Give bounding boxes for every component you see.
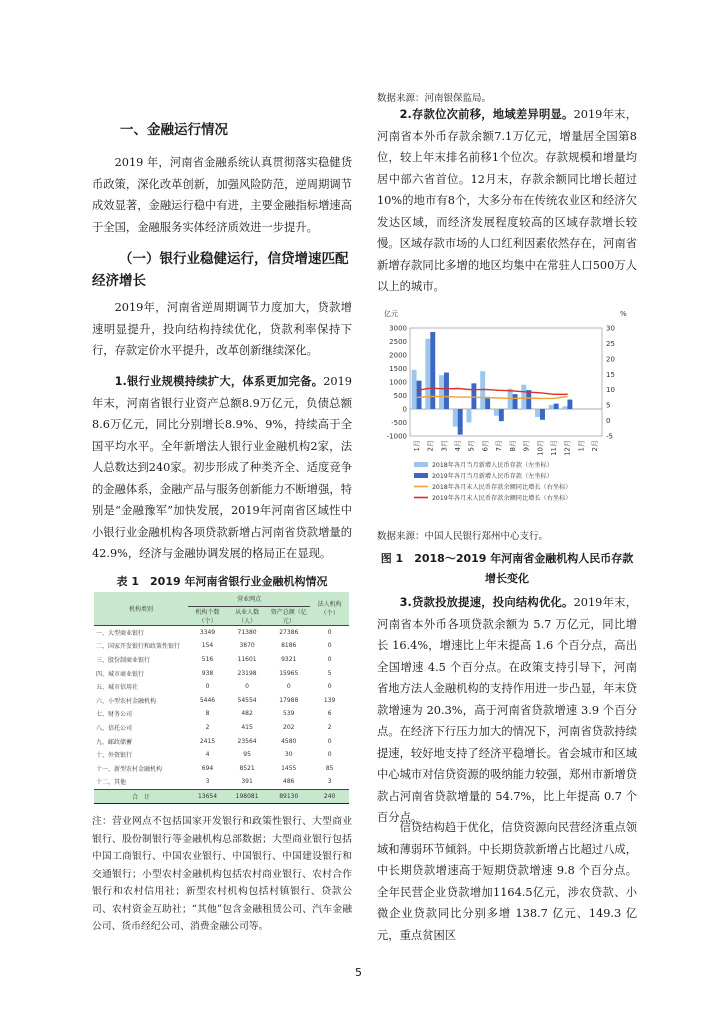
table-row (94, 694, 349, 708)
left-unit-label: 亿元 (384, 310, 398, 318)
cell-count: 8 (205, 710, 210, 718)
x-tick-label: 7月 (495, 440, 504, 452)
bar-2019 (430, 332, 435, 409)
point-2-body: 2019年末，河南省本外币存款余额7.1万亿元，增量居全国第8位，较上年末排名前移1个位次。存款规模和增量均居中部六省首位。12月末，存款余额同比增长超过10%的地市有8个，大多分布在传统农业区和经济欠发达区域，而经济发展程度较高的区域存款增长较慢。区域存款市场的人口红利因素依然存在，河南省新增存款同比多增的地区均集中在常驻人口500万人以上的城市。 (377, 108, 637, 293)
y-right-tick: 5 (606, 401, 611, 410)
page-number: 5 (355, 966, 362, 979)
cell-name: 五、城市信用社 (96, 684, 139, 692)
point-3-title: 3.贷款投放提速，投向结构优化。 (399, 596, 574, 609)
cell-assets: 202 (283, 724, 295, 732)
table-row (94, 625, 349, 639)
y-left-tick: 500 (393, 392, 407, 400)
cell-staff: 3870 (239, 642, 255, 650)
y-right-tick: 25 (606, 339, 615, 348)
bar-2019 (513, 394, 518, 409)
total-staff: 198081 (227, 789, 267, 804)
y-right-tick: -5 (606, 432, 613, 441)
x-tick-label: 6月 (481, 440, 490, 452)
x-tick-label: 1月 (577, 440, 586, 452)
cell-name: 一、大型商业银行 (96, 629, 145, 637)
cell-legal: 3 (327, 778, 332, 786)
table-row (94, 680, 349, 694)
cell-staff: 391 (241, 778, 253, 786)
bar-2018 (535, 409, 540, 417)
section-heading: 一、金融运行情况 (120, 122, 228, 138)
legend-label: 2019年各月当月新增人民币存款（左坐标） (432, 473, 553, 480)
y-right-tick: 20 (606, 355, 615, 364)
cell-legal: 5 (327, 669, 332, 677)
cell-count: 2415 (199, 737, 216, 745)
cell-count: 3349 (199, 628, 216, 636)
total-legal: 240 (310, 789, 349, 804)
x-tick-label: 11月 (550, 440, 558, 456)
bar-2019 (567, 400, 572, 409)
cell-count: 154 (201, 642, 214, 650)
table-row (94, 734, 349, 748)
y-left-tick: 2000 (389, 351, 407, 360)
cell-name: 七、财务公司 (96, 711, 133, 719)
col-assets: 资产总额（亿元） (267, 606, 310, 625)
source-top: 数据来源：河南银保监局。 (377, 93, 492, 104)
table-row (94, 707, 349, 721)
table-row (94, 721, 349, 735)
cell-count: 694 (201, 764, 214, 772)
legend-swatch (414, 473, 428, 478)
cell-name: 九、邮政储蓄 (96, 738, 133, 746)
bar-2018 (549, 405, 554, 409)
y-right-tick: 10 (606, 386, 615, 395)
cell-staff: 11601 (237, 656, 257, 664)
cell-staff: 415 (241, 724, 253, 732)
cell-count: 4 (205, 751, 210, 759)
cell-count: 3 (205, 778, 210, 786)
cell-legal: 0 (327, 683, 332, 691)
point-2-title: 2.存款位次前移，地域差异明显。 (399, 108, 574, 121)
cell-assets: 1455 (281, 764, 297, 772)
bar-2019 (417, 381, 422, 409)
cell-legal: 0 (327, 656, 332, 664)
table-row (94, 748, 349, 762)
cell-staff: 23564 (237, 737, 257, 745)
bar-2019 (499, 409, 504, 421)
x-tick-label: 12月 (563, 440, 572, 456)
intro-paragraph: 2019 年，河南省金融系统认真贯彻落实稳健货币政策，深化改革创新，加强风险防范，逆周期调节成效显著，金融运行稳中有进，主要金融指标增速高于全国，金融服务实体经济质效进一步提升。 (92, 156, 352, 234)
group-header: 营业网点 (188, 592, 310, 606)
last-paragraph: 信贷结构趋于优化，信贷资源向民营经济重点领域和薄弱环节倾斜。中长期贷款新增占比超过八成，中长期贷款增速高于短期贷款增速 9.8 个百分点。全年民营企业贷款增加1164.5亿元，涉农贷款、小微企业贷款同比分别多增 138.7 亿元、149.3 亿元，重点贫困区 (377, 821, 637, 942)
cell-assets: 27386 (279, 628, 299, 636)
y-left-tick: 1500 (389, 365, 407, 373)
y-left-tick: 0 (402, 405, 407, 414)
paragraph-2: 2019年，河南省逆周期调节力度加大，贷款增速明显提升，投向结构持续优化，贷款利率保持下行，存款定价水平提升，改革创新继续深化。 (92, 301, 352, 357)
point-3-body: 2019年末，河南省本外币各项贷款余额为 5.7 万亿元，同比增长 16.4%，增速比上年末提高 1.6 个百分点，高出全国增速 4.5 个百分点。在政策支持引导下，河南省地方法人金融机构的支持作用进一步凸显，年末贷款增速为 20.3%，高于河南省贷款增速 3.9 个百分点。在经济下行压力加大的情况下，河南省贷款持续提速，较好地支持了经济平稳增长。省会城市和区域中心城市对信贷资源的吸纳能力较强，郑州市新增贷款占河南省贷款增量的 54.7%，比上年提高 0.7 个百分点。 (377, 596, 637, 824)
bar-2019 (444, 373, 449, 409)
legend-label: 2018年各月当月新增人民币存款（左坐标） (432, 462, 553, 469)
cell-legal: 0 (327, 642, 332, 650)
cell-assets: 30 (284, 751, 293, 759)
bar-2019 (526, 390, 531, 409)
x-tick-label: 3月 (440, 440, 449, 452)
cell-legal: 0 (327, 751, 332, 759)
cell-count: 0 (205, 683, 210, 691)
table-row (94, 653, 349, 667)
col-count: 机构个数（个） (188, 606, 227, 625)
cell-assets: 15965 (279, 669, 299, 677)
bar-2018 (467, 409, 472, 423)
chart-legend (414, 461, 572, 502)
bar-2018 (563, 406, 568, 409)
cell-legal: 85 (325, 764, 334, 772)
y-left-tick: -1000 (386, 432, 407, 441)
cell-name: 八、信托公司 (96, 725, 133, 733)
cell-legal: 0 (327, 628, 332, 636)
legend-label: 2018年各月末人民币存款余额同比增长（右坐标） (432, 484, 572, 491)
point-1-body: 2019年末，河南省银行业资产总额8.9万亿元，负债总额8.6万亿元，同比分别增长8.9%、9%，持续高于全国平均水平。全年新增法人银行业金融机构2家，法人总数达到240家。初步形成了种类齐全、适度竞争的金融体系，金融产品与服务创新能力不断增强，特别是“金融豫军”加快发展，2019年河南省区域性中小银行业金融机构各项贷款新增占河南省贷款增量的42.9%，经济与金融协调发展的格局正在显现。 (92, 375, 352, 560)
chart-bars (412, 332, 573, 435)
col-category: 机构类别 (94, 592, 188, 625)
cell-legal: 6 (327, 710, 332, 718)
point-1-title: 1.银行业规模持续扩大，体系更加完备。 (114, 375, 324, 388)
cell-legal: 0 (327, 737, 332, 745)
cell-staff: 71380 (237, 628, 257, 636)
total-label: 合 计 (94, 789, 188, 804)
table-total-row (94, 789, 349, 804)
cell-assets: 486 (283, 778, 295, 786)
bar-2018 (453, 409, 458, 427)
col-legal: 法人机构（个） (310, 592, 349, 625)
cell-count: 516 (201, 656, 214, 664)
right-unit-label: % (620, 310, 627, 318)
table-note: 注：营业网点不包括国家开发银行和政策性银行、大型商业银行、股份制银行等金融机构总部数据；大型商业银行包括中国工商银行、中国农业银行、中国银行、中国建设银行和交通银行；小型农村金融机构包括农村商业银行、农村合作银行和农村信用社；新型农村机构包括村镇银行、贷款公司、农村资金互助社；“其他”包含金融租赁公司、汽车金融公司、货币经纪公司、消费金融公司等。 (92, 816, 352, 932)
table-row (94, 762, 349, 776)
table-title: 表 1 2019 年河南省银行业金融机构情况 (116, 575, 328, 588)
table-row (94, 775, 349, 789)
total-assets: 89130 (267, 789, 310, 804)
x-tick-label: 5月 (467, 440, 476, 452)
y-right-tick: 15 (606, 370, 615, 379)
chart-source: 数据来源：中国人民银行郑州中心支行。 (377, 531, 549, 542)
chart-x-labels (413, 440, 599, 456)
cell-assets: 0 (286, 683, 291, 691)
x-tick-label: 1月 (412, 440, 421, 452)
cell-staff: 54554 (237, 696, 257, 704)
cell-name: 三、股份制商业银行 (96, 657, 151, 665)
figure-caption: 图 1 2018～2019 年河南省金融机构人民币存款增长变化 (380, 552, 634, 585)
cell-name: 十二、其他 (96, 779, 127, 787)
cell-staff: 482 (241, 710, 253, 718)
cell-staff: 95 (243, 751, 251, 759)
x-tick-label: 2月 (426, 440, 435, 452)
x-tick-label: 4月 (454, 440, 462, 452)
bar-2019 (485, 397, 490, 409)
cell-legal: 2 (327, 724, 332, 732)
x-tick-label: 10月 (536, 440, 545, 456)
y-left-tick: 3000 (389, 324, 407, 333)
cell-legal: 139 (323, 696, 336, 704)
y-right-tick: 0 (606, 417, 611, 426)
bar-2018 (521, 385, 526, 409)
cell-assets: 9321 (281, 656, 297, 664)
cell-name: 二、国家开发银行和政策性银行 (96, 643, 181, 651)
legend-swatch (414, 462, 428, 467)
deposit-chart (380, 306, 635, 526)
x-tick-label: 8月 (508, 440, 517, 452)
bar-2018 (425, 339, 430, 409)
bar-2019 (471, 383, 476, 409)
point-2-paragraph (377, 104, 637, 298)
bar-2018 (494, 409, 499, 416)
x-tick-label: 2月 (591, 440, 600, 452)
table-row (94, 639, 349, 653)
bar-2019 (458, 409, 463, 435)
cell-name: 十一、新型农村金融机构 (96, 765, 163, 773)
cell-assets: 4580 (281, 737, 297, 745)
cell-assets: 17988 (279, 696, 299, 704)
y-right-tick: 30 (606, 324, 615, 333)
bar-2018 (412, 370, 417, 409)
point-1-paragraph (92, 371, 352, 565)
cell-assets: 8186 (281, 642, 297, 650)
cell-assets: 539 (283, 710, 295, 718)
legend-label: 2019年各月末人民币存款余额同比增长（右坐标） (432, 495, 572, 502)
y-left-tick: -500 (391, 419, 407, 427)
subsection-heading: （一）银行业稳健运行，信贷增速匹配经济增长 (92, 251, 349, 289)
y-left-tick: 1000 (389, 378, 407, 387)
cell-staff: 23198 (237, 669, 257, 677)
bar-2018 (439, 375, 444, 409)
bank-institutions-table (94, 592, 349, 804)
bar-2019 (540, 409, 545, 420)
point-3-paragraph (377, 592, 637, 829)
table-row (94, 666, 349, 680)
total-count: 13654 (188, 789, 227, 804)
col-staff: 从业人数（人） (227, 606, 267, 625)
cell-staff: 0 (245, 683, 249, 691)
y-left-tick: 2500 (389, 338, 407, 346)
x-tick-label: 9月 (522, 440, 531, 452)
cell-name: 六、小型农村金融机构 (96, 697, 157, 705)
cell-name: 十、外资银行 (96, 752, 133, 760)
cell-count: 5446 (199, 696, 216, 704)
cell-count: 2 (205, 724, 210, 732)
cell-name: 四、城市商业银行 (96, 670, 145, 678)
cell-staff: 8521 (239, 764, 255, 772)
plot-frame (410, 328, 602, 436)
cell-count: 938 (201, 669, 214, 677)
bar-2019 (554, 404, 559, 409)
